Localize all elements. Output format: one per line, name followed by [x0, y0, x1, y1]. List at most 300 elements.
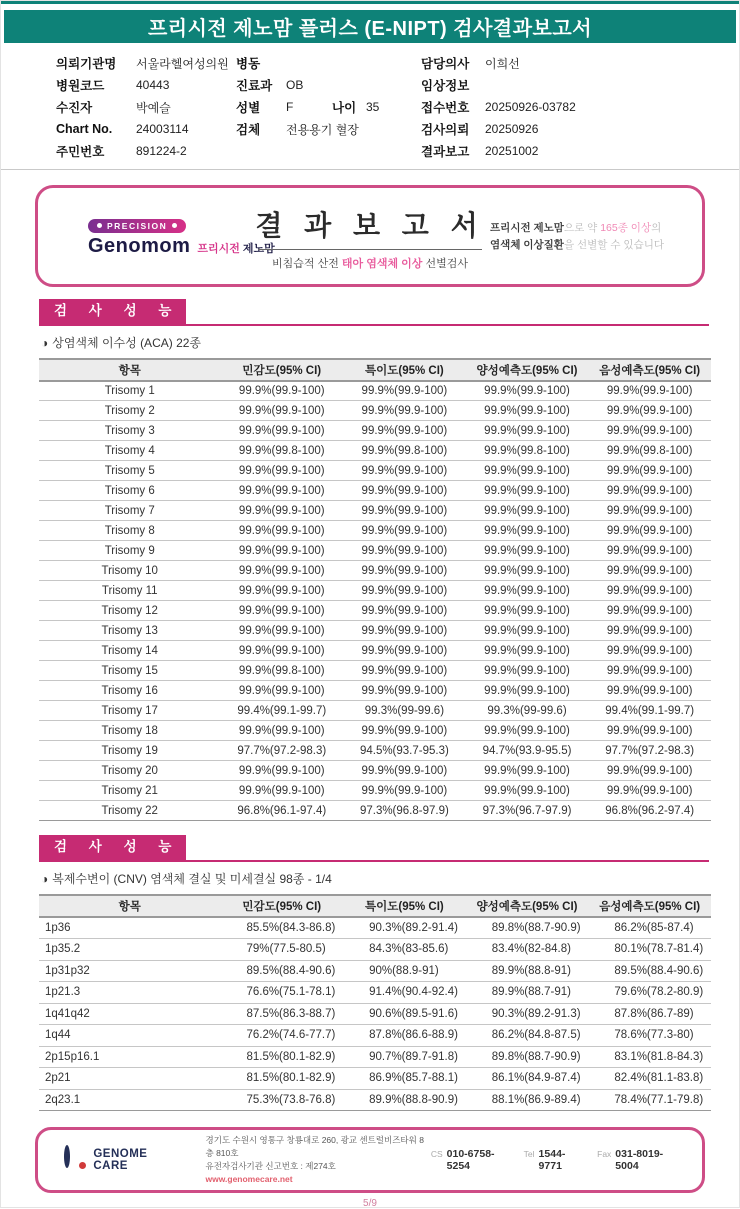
table-row: [39, 621, 711, 641]
value-cell: 99.9%(99.9-100): [466, 621, 589, 641]
footer-address-line1: 경기도 수원시 영통구 창룡대로 260, 광교 센트럴비즈타워 8층 810호: [205, 1134, 424, 1159]
contact-label: Tel: [523, 1149, 535, 1160]
info-row: [56, 140, 236, 162]
info-value: 이희선: [485, 56, 520, 71]
item-cell: Trisomy 20: [39, 761, 220, 781]
contact-label: Fax: [597, 1149, 612, 1160]
section2-header: [39, 835, 709, 862]
cnv-table-head: [39, 895, 711, 917]
value-cell: 89.9%(88.8-91): [466, 960, 589, 982]
value-cell: 99.9%(99.9-100): [466, 521, 589, 541]
table-row: [39, 1089, 711, 1111]
info-row: [421, 74, 719, 96]
section2-subtitle: [41, 870, 709, 887]
info-row: [236, 74, 421, 96]
aca-table-body: [39, 381, 711, 821]
item-cell: Trisomy 16: [39, 681, 220, 701]
report-banner-title: 결 과 보 고 서: [255, 210, 485, 241]
value-cell: 99.9%(99.8-100): [220, 661, 343, 681]
value-cell: 99.9%(99.9-100): [220, 781, 343, 801]
info-row: [56, 118, 236, 140]
value-cell: 97.7%(97.2-98.3): [220, 741, 343, 761]
value-cell: 99.9%(99.9-100): [588, 661, 711, 681]
item-cell: 2p15p16.1: [39, 1046, 220, 1068]
item-cell: 1q41q42: [39, 1003, 220, 1025]
section1-header: [39, 299, 709, 326]
value-cell: 86.2%(85-87.4): [588, 917, 711, 939]
value-cell: 99.9%(99.9-100): [588, 641, 711, 661]
value-cell: 99.9%(99.9-100): [466, 761, 589, 781]
note-bold-2: 염색체 이상질환: [490, 238, 564, 251]
value-cell: 99.9%(99.9-100): [466, 561, 589, 581]
info-label: 접수번호: [421, 101, 470, 115]
report-title-bar: [4, 10, 736, 43]
table-row: [39, 917, 711, 939]
note-end-2: 을 선별할 수 있습니다: [563, 238, 664, 251]
value-cell: 96.8%(96.1-97.4): [220, 801, 343, 821]
value-cell: 99.9%(99.9-100): [220, 481, 343, 501]
gc-circle: [64, 1145, 70, 1168]
table-row: [39, 461, 711, 481]
value-cell: 99.9%(99.9-100): [588, 461, 711, 481]
value-cell: 89.9%(88.8-90.9): [343, 1089, 466, 1111]
note-pink-1: 165종 이상: [600, 222, 652, 234]
info-row: [236, 118, 421, 140]
value-cell: 90.6%(89.5-91.6): [343, 1003, 466, 1025]
value-cell: 90.7%(89.7-91.8): [343, 1046, 466, 1068]
badge-dot-left: [97, 223, 102, 228]
value-cell: 99.9%(99.9-100): [220, 461, 343, 481]
subtitle-pink: 태아 염색체 이상: [341, 258, 423, 270]
table-row: [39, 401, 711, 421]
page-number: 5/9: [363, 1198, 377, 1209]
info-value: 35: [366, 100, 380, 114]
value-cell: 97.7%(97.2-98.3): [588, 741, 711, 761]
table-row: [39, 641, 711, 661]
info-value: 서울라헬여성의원: [136, 56, 229, 71]
value-cell: 99.9%(99.9-100): [343, 621, 466, 641]
report-banner-subtitle: [240, 255, 500, 271]
column-header: 양성예측도(95% CI): [466, 895, 589, 917]
column-header: 항목: [39, 359, 220, 381]
column-header: 항목: [39, 895, 220, 917]
value-cell: 99.9%(99.9-100): [343, 581, 466, 601]
value-cell: 99.9%(99.9-100): [588, 761, 711, 781]
value-cell: 99.9%(99.9-100): [343, 421, 466, 441]
value-cell: 99.9%(99.9-100): [343, 561, 466, 581]
contact-number: 010-6758-5254: [446, 1148, 495, 1173]
item-cell: Trisomy 8: [39, 521, 220, 541]
value-cell: 99.9%(99.8-100): [220, 441, 343, 461]
page-top-rule: [1, 1, 739, 4]
item-cell: Trisomy 19: [39, 741, 220, 761]
info-label: 임상정보: [421, 79, 470, 93]
value-cell: 78.4%(77.1-79.8): [588, 1089, 711, 1111]
value-cell: 89.5%(88.4-90.6): [588, 960, 711, 982]
value-cell: 81.5%(80.1-82.9): [220, 1046, 343, 1068]
item-cell: 1p31p32: [39, 960, 220, 982]
precision-badge: [88, 219, 186, 233]
item-cell: Trisomy 12: [39, 601, 220, 621]
value-cell: 94.7%(93.9-95.5): [466, 741, 589, 761]
aca-performance-table: [39, 358, 711, 822]
table-row: [39, 781, 711, 801]
value-cell: 99.9%(99.9-100): [588, 501, 711, 521]
item-cell: Trisomy 14: [39, 641, 220, 661]
value-cell: 99.9%(99.9-100): [343, 401, 466, 421]
value-cell: 76.6%(75.1-78.1): [220, 982, 343, 1004]
item-cell: 1q44: [39, 1025, 220, 1047]
note-end-1: 의: [651, 222, 662, 234]
table-row: [39, 960, 711, 982]
value-cell: 97.3%(96.7-97.9): [466, 801, 589, 821]
value-cell: 94.5%(93.7-95.3): [343, 741, 466, 761]
value-cell: 99.9%(99.9-100): [588, 721, 711, 741]
value-cell: 99.9%(99.9-100): [343, 601, 466, 621]
subtitle-post: 선별검사: [422, 258, 468, 270]
value-cell: 90.3%(89.2-91.3): [466, 1003, 589, 1025]
value-cell: 99.9%(99.8-100): [588, 441, 711, 461]
value-cell: 99.9%(99.9-100): [588, 561, 711, 581]
value-cell: 99.9%(99.9-100): [343, 481, 466, 501]
patient-info-col1: [56, 52, 236, 162]
item-cell: Trisomy 7: [39, 501, 220, 521]
report-banner-center: [240, 204, 500, 271]
item-cell: Trisomy 6: [39, 481, 220, 501]
value-cell: 83.4%(82-84.8): [466, 939, 589, 961]
info-label: 진료과: [236, 79, 273, 93]
table-header-row: [39, 895, 711, 917]
value-cell: 80.1%(78.7-81.4): [588, 939, 711, 961]
info-label: 의뢰기관명: [56, 57, 117, 71]
section1-subtitle: [41, 334, 709, 351]
item-cell: Trisomy 10: [39, 561, 220, 581]
info-value: 전용용기 혈장: [286, 122, 359, 137]
table-row: [39, 541, 711, 561]
value-cell: 79.6%(78.2-80.9): [588, 982, 711, 1004]
table-row: [39, 1046, 711, 1068]
table-row: [39, 741, 711, 761]
value-cell: 99.9%(99.9-100): [588, 481, 711, 501]
value-cell: 99.9%(99.9-100): [588, 621, 711, 641]
info-value: F: [286, 100, 294, 114]
value-cell: 99.9%(99.9-100): [343, 721, 466, 741]
value-cell: 99.9%(99.9-100): [588, 581, 711, 601]
value-cell: 99.9%(99.9-100): [343, 781, 466, 801]
patient-info-col3: [421, 52, 719, 162]
value-cell: 99.9%(99.9-100): [343, 641, 466, 661]
value-cell: 99.9%(99.9-100): [588, 681, 711, 701]
value-cell: 99.9%(99.9-100): [220, 521, 343, 541]
precision-badge-label: PRECISION: [107, 220, 168, 231]
value-cell: 99.9%(99.9-100): [466, 501, 589, 521]
info-row: [56, 96, 236, 118]
value-cell: 86.9%(85.7-88.1): [343, 1068, 466, 1090]
column-header: 특이도(95% CI): [343, 359, 466, 381]
info-label: Chart No.: [56, 122, 113, 136]
value-cell: 99.9%(99.9-100): [343, 461, 466, 481]
info-value: 20250926: [485, 122, 539, 136]
info-label: 검사의뢰: [421, 123, 470, 137]
info-label: 수진자: [56, 101, 93, 115]
value-cell: 99.9%(99.9-100): [466, 581, 589, 601]
value-cell: 99.9%(99.9-100): [220, 641, 343, 661]
value-cell: 76.2%(74.6-77.7): [220, 1025, 343, 1047]
note-mid-1: 으로 약: [563, 222, 601, 234]
value-cell: 81.5%(80.1-82.9): [220, 1068, 343, 1090]
info-row: [56, 74, 236, 96]
info-label: 주민번호: [56, 145, 105, 159]
value-cell: 87.5%(86.3-88.7): [220, 1003, 343, 1025]
value-cell: 99.9%(99.9-100): [466, 681, 589, 701]
section1-subtitle-text: 상염색체 이수성 (ACA) 22종: [52, 335, 202, 350]
value-cell: 99.9%(99.9-100): [466, 481, 589, 501]
value-cell: 99.9%(99.9-100): [588, 421, 711, 441]
value-cell: 99.9%(99.9-100): [343, 381, 466, 401]
value-cell: 85.5%(84.3-86.8): [220, 917, 343, 939]
footer-contacts: [431, 1148, 676, 1172]
value-cell: 99.9%(99.9-100): [588, 541, 711, 561]
value-cell: 99.9%(99.9-100): [343, 661, 466, 681]
value-cell: 87.8%(86.7-89): [588, 1003, 711, 1025]
value-cell: 99.9%(99.9-100): [466, 421, 589, 441]
table-row: [39, 521, 711, 541]
table-row: [39, 421, 711, 441]
contact-number: 031-8019-5004: [615, 1148, 664, 1173]
info-label: 성별: [236, 101, 261, 115]
value-cell: 99.4%(99.1-99.7): [588, 701, 711, 721]
table-row: [39, 581, 711, 601]
value-cell: 99.9%(99.9-100): [466, 401, 589, 421]
value-cell: 99.9%(99.9-100): [466, 641, 589, 661]
table-row: [39, 701, 711, 721]
value-cell: 99.9%(99.9-100): [588, 781, 711, 801]
info-label: 병동: [236, 57, 261, 71]
table-row: [39, 561, 711, 581]
info-value: 891224-2: [136, 144, 187, 158]
value-cell: 99.9%(99.9-100): [588, 381, 711, 401]
genome-care-icon: [64, 1148, 85, 1172]
value-cell: 96.8%(96.2-97.4): [588, 801, 711, 821]
value-cell: 99.9%(99.9-100): [466, 381, 589, 401]
genomom-kr-dark: 제노맘: [242, 243, 275, 255]
table-row: [39, 939, 711, 961]
value-cell: 99.9%(99.9-100): [220, 381, 343, 401]
footer-address-line2: 유전자검사기관 신고번호 : 제274호: [205, 1161, 336, 1172]
value-cell: 99.9%(99.9-100): [466, 661, 589, 681]
item-cell: Trisomy 18: [39, 721, 220, 741]
table-row: [39, 761, 711, 781]
badge-dot-right: [172, 223, 177, 228]
item-cell: 1p35.2: [39, 939, 220, 961]
item-cell: 2p21: [39, 1068, 220, 1090]
value-cell: 99.9%(99.9-100): [343, 541, 466, 561]
info-label: 결과보고: [421, 145, 470, 159]
value-cell: 99.9%(99.9-100): [220, 561, 343, 581]
value-cell: 89.5%(88.4-90.6): [220, 960, 343, 982]
item-cell: Trisomy 22: [39, 801, 220, 821]
genomom-wordmark: Genomom: [88, 235, 191, 257]
info-label: 병원코드: [56, 79, 105, 93]
value-cell: 99.9%(99.9-100): [220, 621, 343, 641]
value-cell: 99.9%(99.9-100): [220, 721, 343, 741]
table-row: [39, 381, 711, 401]
value-cell: 82.4%(81.1-83.8): [588, 1068, 711, 1090]
value-cell: 89.9%(88.7-91): [466, 982, 589, 1004]
value-cell: 91.4%(90.4-92.4): [343, 982, 466, 1004]
value-cell: 99.9%(99.9-100): [588, 601, 711, 621]
table-row: [39, 982, 711, 1004]
item-cell: Trisomy 1: [39, 381, 220, 401]
value-cell: 83.1%(81.8-84.3): [588, 1046, 711, 1068]
cnv-table-body: [39, 917, 711, 1111]
footer-address: [206, 1134, 431, 1187]
value-cell: 99.9%(99.9-100): [588, 521, 711, 541]
info-label: 검체: [236, 123, 261, 137]
item-cell: Trisomy 21: [39, 781, 220, 801]
value-cell: 99.9%(99.9-100): [466, 541, 589, 561]
column-header: 음성예측도(95% CI): [588, 359, 711, 381]
table-row: [39, 661, 711, 681]
info-value: 20250926-03782: [485, 100, 576, 114]
half-circle-icon: ◑: [41, 872, 49, 887]
value-cell: 99.9%(99.9-100): [220, 541, 343, 561]
item-cell: Trisomy 17: [39, 701, 220, 721]
table-row: [39, 721, 711, 741]
contact-number: 1544-9771: [538, 1148, 566, 1173]
item-cell: Trisomy 13: [39, 621, 220, 641]
footer-contact: [597, 1148, 676, 1172]
table-row: [39, 1025, 711, 1047]
value-cell: 99.9%(99.9-100): [220, 761, 343, 781]
value-cell: 90%(88.9-91): [343, 960, 466, 982]
table-row: [39, 441, 711, 461]
table-row: [39, 481, 711, 501]
value-cell: 99.9%(99.9-100): [220, 681, 343, 701]
info-label: 나이: [332, 101, 357, 115]
value-cell: 99.9%(99.9-100): [343, 521, 466, 541]
value-cell: 99.9%(99.8-100): [466, 441, 589, 461]
page-title: 프리시전 제노맘 플러스 (E-NIPT) 검사결과보고서: [147, 18, 593, 40]
patient-info-col2: [236, 52, 421, 162]
value-cell: 99.9%(99.9-100): [466, 601, 589, 621]
section1-tab: 검 사 성 능: [39, 299, 186, 324]
value-cell: 89.8%(88.7-90.9): [466, 1046, 589, 1068]
value-cell: 99.9%(99.9-100): [466, 461, 589, 481]
subtitle-pre: 비침습적 산전: [272, 258, 342, 270]
value-cell: 99.3%(99-99.6): [466, 701, 589, 721]
info-row: [421, 52, 719, 74]
info-row: [236, 52, 421, 74]
report-banner-note: [490, 220, 664, 254]
item-cell: Trisomy 4: [39, 441, 220, 461]
value-cell: 78.6%(77.3-80): [588, 1025, 711, 1047]
info-label: 담당의사: [421, 57, 470, 71]
column-header: 양성예측도(95% CI): [466, 359, 589, 381]
aca-table-head: [39, 359, 711, 381]
cnv-performance-table: [39, 894, 711, 1111]
value-cell: 99.9%(99.9-100): [466, 721, 589, 741]
value-cell: 97.3%(96.8-97.9): [343, 801, 466, 821]
item-cell: Trisomy 5: [39, 461, 220, 481]
info-row: [421, 118, 719, 140]
value-cell: 75.3%(73.8-76.8): [220, 1089, 343, 1111]
table-row: [39, 501, 711, 521]
value-cell: 88.1%(86.9-89.4): [466, 1089, 589, 1111]
table-row: [39, 801, 711, 821]
value-cell: 99.9%(99.9-100): [220, 501, 343, 521]
column-header: 민감도(95% CI): [220, 359, 343, 381]
footer-contact: [524, 1148, 581, 1172]
value-cell: 99.9%(99.9-100): [466, 781, 589, 801]
section2-tab: 검 사 성 능: [39, 835, 186, 860]
footer-website-link[interactable]: www.genomecare.net: [205, 1174, 293, 1185]
value-cell: 99.4%(99.1-99.7): [220, 701, 343, 721]
item-cell: Trisomy 15: [39, 661, 220, 681]
table-header-row: [39, 359, 711, 381]
item-cell: Trisomy 9: [39, 541, 220, 561]
report-banner-box: [35, 185, 705, 287]
value-cell: 84.3%(83-85.6): [343, 939, 466, 961]
value-cell: 87.8%(86.6-88.9): [343, 1025, 466, 1047]
contact-label: CS: [430, 1149, 443, 1160]
section2-subtitle-text: 복제수변이 (CNV) 염색체 결실 및 미세결실 98종 - 1/4: [52, 872, 332, 887]
item-cell: Trisomy 2: [39, 401, 220, 421]
value-cell: 99.9%(99.9-100): [588, 401, 711, 421]
info-value: 박예슬: [136, 100, 171, 115]
gc-red-dot: [79, 1162, 86, 1169]
value-cell: 99.9%(99.9-100): [343, 501, 466, 521]
value-cell: 99.9%(99.9-100): [220, 401, 343, 421]
value-cell: 99.9%(99.9-100): [343, 681, 466, 701]
info-value: OB: [286, 78, 304, 92]
genome-care-wordmark: GENOME CARE: [93, 1148, 148, 1173]
half-circle-icon: ◑: [41, 335, 49, 350]
table-row: [39, 601, 711, 621]
info-value: 20251002: [485, 144, 539, 158]
item-cell: Trisomy 11: [39, 581, 220, 601]
info-row: [421, 96, 719, 118]
value-cell: 89.8%(88.7-90.9): [466, 917, 589, 939]
value-cell: 99.9%(99.8-100): [343, 441, 466, 461]
table-row: [39, 681, 711, 701]
item-cell: 2q23.1: [39, 1089, 220, 1111]
info-row: [236, 96, 421, 118]
item-cell: 1p36: [39, 917, 220, 939]
footer-contact: [431, 1148, 508, 1172]
column-header: 음성예측도(95% CI): [588, 895, 711, 917]
info-row: [56, 52, 236, 74]
column-header: 민감도(95% CI): [220, 895, 343, 917]
value-cell: 99.3%(99-99.6): [343, 701, 466, 721]
item-cell: 1p21.3: [39, 982, 220, 1004]
info-value: 24003114: [136, 122, 189, 136]
value-cell: 99.9%(99.9-100): [220, 601, 343, 621]
value-cell: 99.9%(99.9-100): [220, 581, 343, 601]
table-row: [39, 1003, 711, 1025]
note-bold-1: 프리시전 제노맘: [490, 222, 564, 234]
value-cell: 90.3%(89.2-91.4): [343, 917, 466, 939]
footer-box: [35, 1127, 705, 1193]
item-cell: Trisomy 3: [39, 421, 220, 441]
genome-care-logo: [64, 1148, 176, 1172]
table-row: [39, 1068, 711, 1090]
value-cell: 86.1%(84.9-87.4): [466, 1068, 589, 1090]
genomom-kr-pink: 프리시전: [197, 243, 240, 255]
patient-info-section: [1, 43, 739, 170]
value-cell: 99.9%(99.9-100): [343, 761, 466, 781]
value-cell: 86.2%(84.8-87.5): [466, 1025, 589, 1047]
